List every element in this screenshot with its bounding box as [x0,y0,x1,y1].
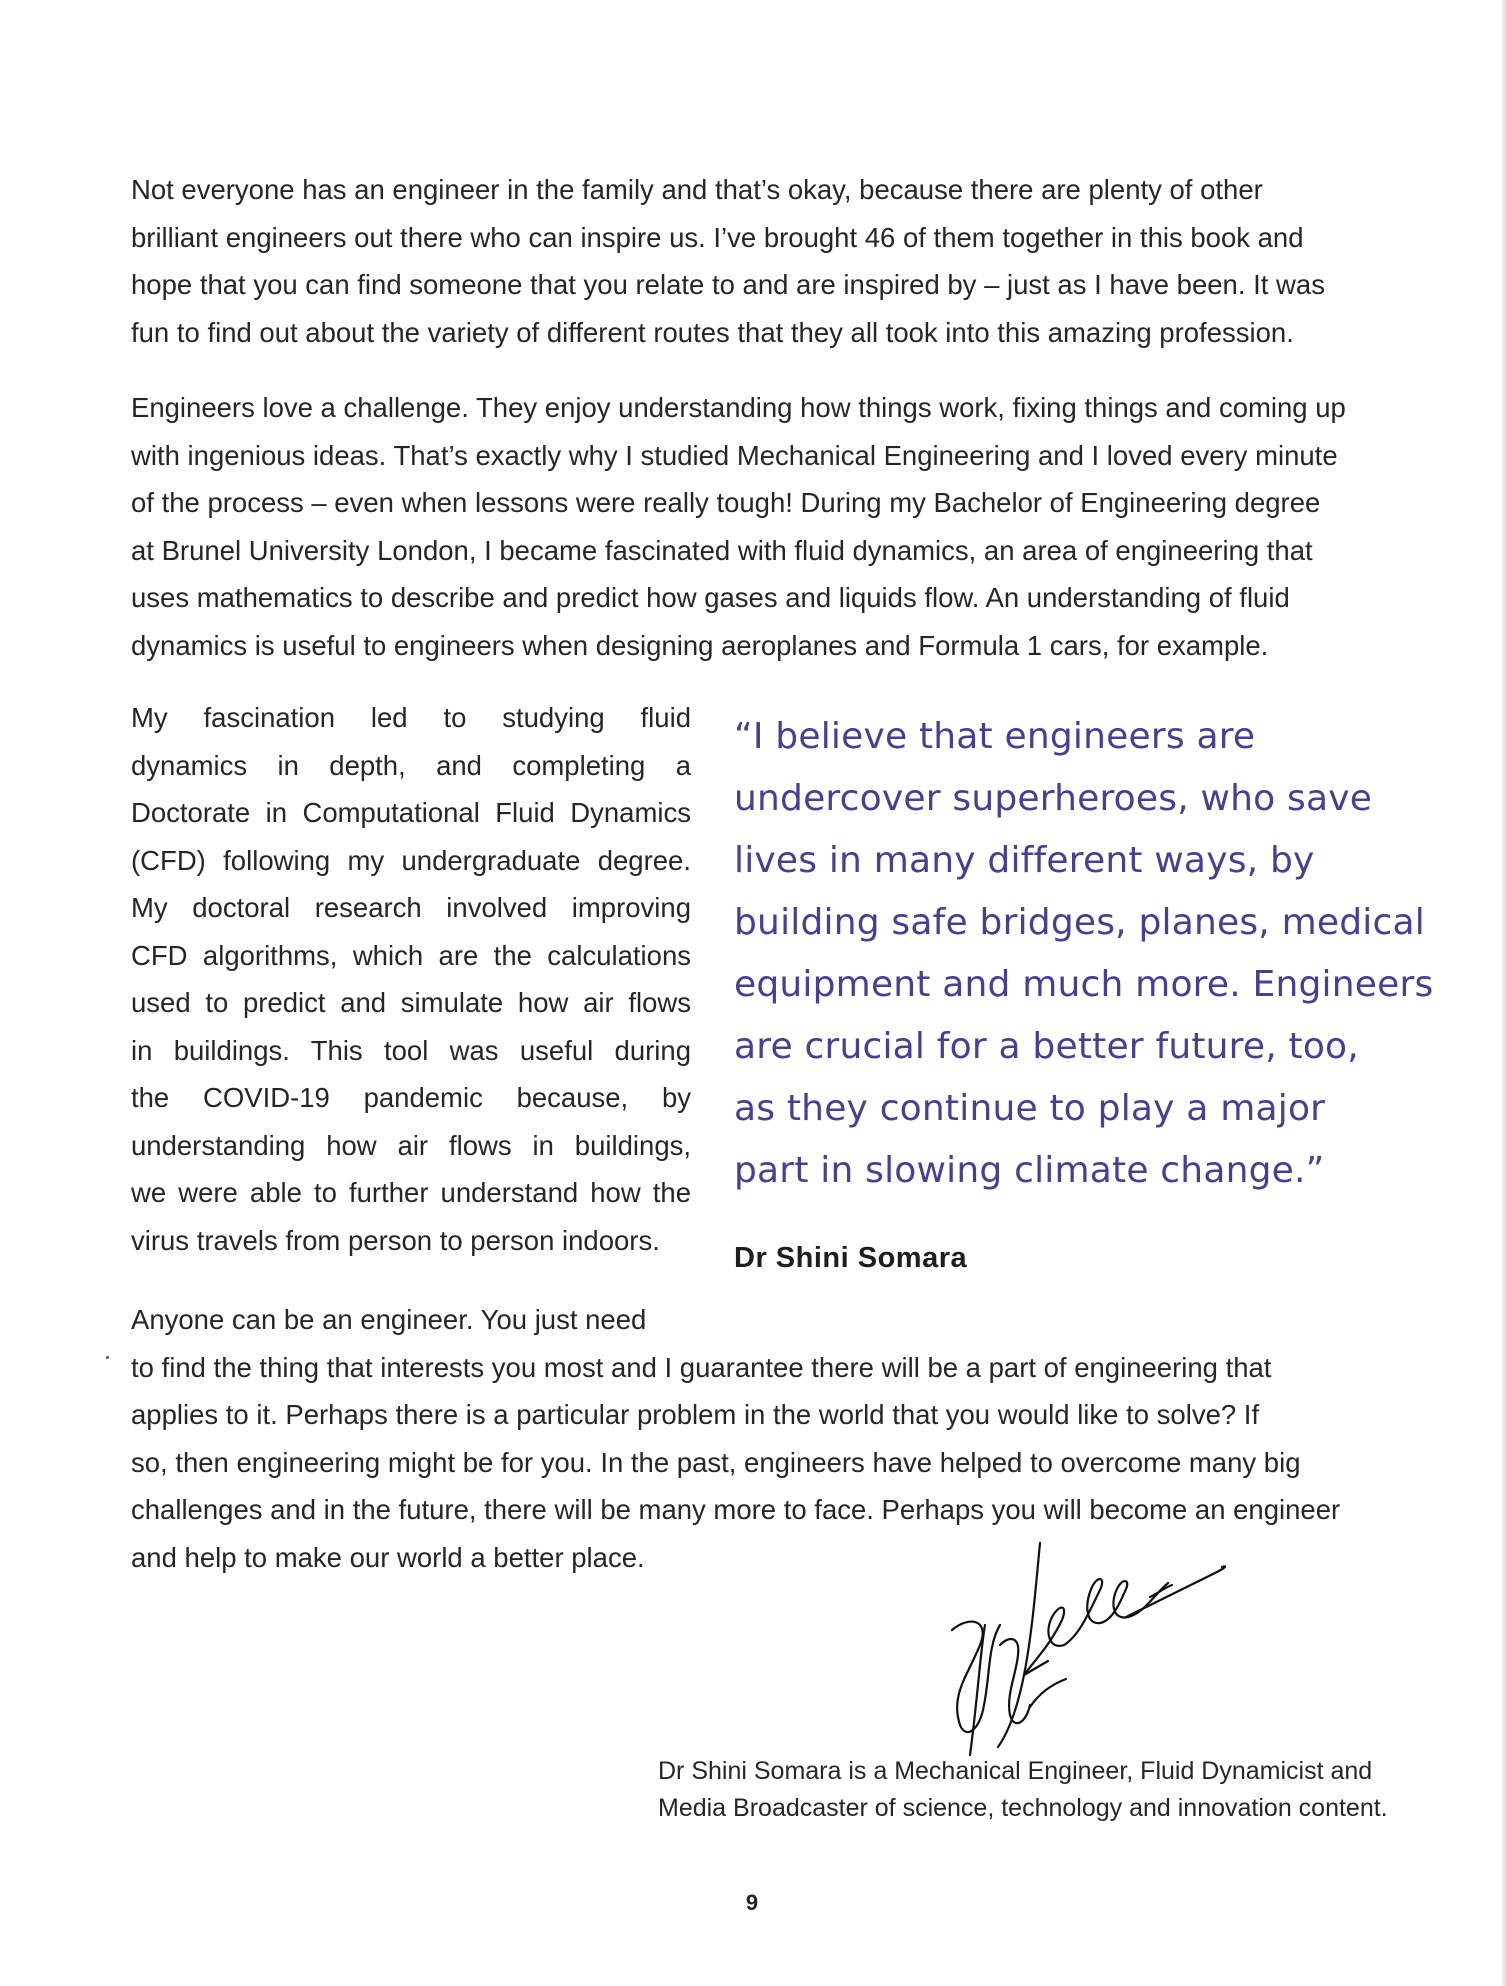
paragraph-intro [131,166,1371,356]
quote-line: equipment and much more. Engineers [734,964,1434,1005]
page-edge-shadow [1502,0,1506,1986]
caption-line: Dr Shini Somara is a Mechanical Engineer, Fluid Dynamicist and [658,1757,1373,1785]
text-line: in buildings. This tool was useful during [131,1034,691,1066]
handwritten-signature [940,1525,1260,1765]
text-line: Not everyone has an engineer in the family and that’s okay, because there are plenty of other [131,174,1263,205]
text-line: at Brunel University London, I became fascinated with fluid dynamics, an area of engineering that [131,534,1313,566]
quote-line: building safe bridges, planes, medical [734,902,1425,943]
text-line: applies to it. Perhaps there is a particular problem in the world that you would like to solve? If [131,1399,1260,1430]
page-number: 9 [745,1890,759,1915]
text-line: fun to find out about the variety of different routes that they all took into this amazing profession. [131,316,1294,348]
quote-line: as they continue to play a major [734,1088,1326,1129]
text-line: and help to make our world a better place. [131,1541,645,1573]
quote-line: “I believe that engineers are [734,716,1256,757]
quote-line: lives in many different ways, by [734,840,1315,881]
text-line: CFD algorithms, which are the calculations [131,939,691,971]
text-line: understanding how air flows in buildings, [131,1129,691,1161]
text-line: of the process – even when lessons were really tough! During my Bachelor of Engineering degree [131,487,1321,518]
text-line: Engineers love a challenge. They enjoy understanding how things work, fixing things and coming up [131,392,1346,423]
text-line: we were able to further understand how the [131,1177,691,1208]
text-line: uses mathematics to describe and predict how gases and liquids flow. An understanding of fluid [131,582,1290,613]
paragraph-doctorate [131,694,691,1264]
text-line: challenges and in the future, there will be many more to face. Perhaps you will become an engineer [131,1494,1341,1525]
text-line: My doctoral research involved improving [131,892,691,923]
paragraph-challenge [131,384,1371,669]
quote-line: part in slowing climate change.” [734,1150,1325,1191]
text-line: dynamics in depth, and completing a [131,749,691,781]
quote-line: are crucial for a better future, too, [734,1026,1359,1067]
quote-attribution: Dr Shini Somara [734,1242,968,1274]
pull-quote [734,706,1434,1202]
text-line: dynamics is useful to engineers when designing aeroplanes and Formula 1 cars, for example. [131,629,1269,661]
scan-speck [106,1356,109,1359]
text-line: the COVID-19 pandemic because, by [131,1082,691,1113]
text-line: to find the thing that interests you most and I guarantee there will be a part of engineering that [131,1351,1272,1383]
text-line: hope that you can find someone that you relate to and are inspired by – just as I have been. It was [131,269,1325,300]
text-line: My fascination led to studying fluid [131,702,691,733]
text-line: (CFD) following my undergraduate degree. [131,844,691,876]
text-line: used to predict and simulate how air flows [131,987,691,1018]
text-line: brilliant engineers out there who can inspire us. I’ve brought 46 of them together in this book and [131,221,1304,253]
text-line: virus travels from person to person indoors. [131,1224,660,1256]
quote-line: undercover superheroes, who save [734,778,1373,819]
author-caption [658,1753,1388,1827]
text-line: with ingenious ideas. That’s exactly why I studied Mechanical Engineering and I loved every minute [131,439,1338,471]
text-line: so, then engineering might be for you. In the past, engineers have helped to overcome many big [131,1446,1301,1478]
caption-line: Media Broadcaster of science, technology and innovation content. [658,1794,1388,1822]
text-line: Anyone can be an engineer. You just need [131,1304,647,1335]
text-line: Doctorate in Computational Fluid Dynamics [131,797,691,828]
